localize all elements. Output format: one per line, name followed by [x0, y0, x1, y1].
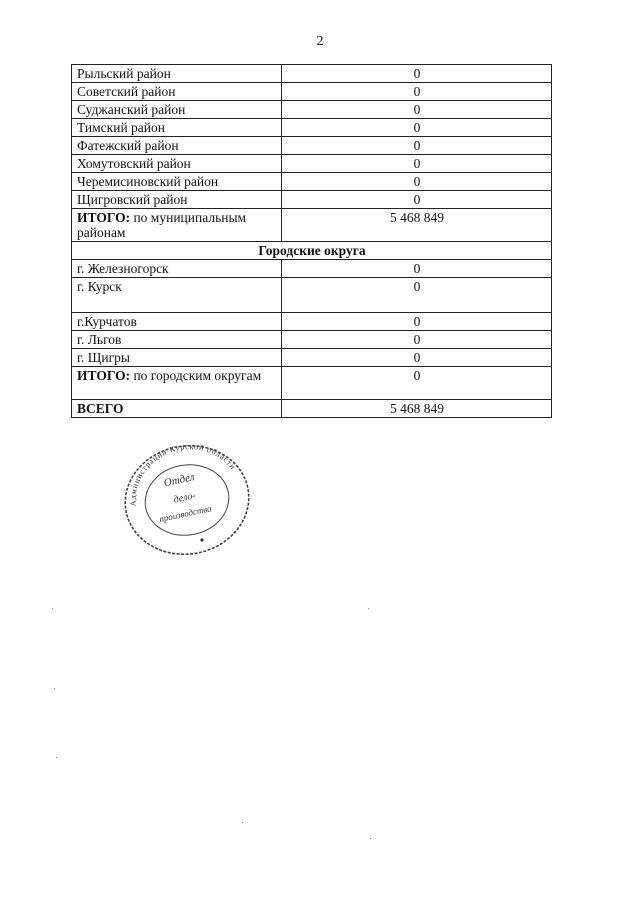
district-name: Фатежский район	[72, 137, 282, 155]
total-cities-value: 0	[282, 367, 552, 400]
city-name: г. Щигры	[72, 349, 282, 367]
scan-speck	[52, 608, 53, 609]
total-cities-label	[72, 367, 282, 400]
grand-total-label: ВСЕГО	[72, 400, 282, 418]
city-value: 0	[282, 349, 552, 367]
section-header: Городские округа	[72, 242, 552, 260]
total-label-rest: по муниципальным районам	[77, 210, 247, 240]
table-row	[72, 137, 552, 155]
stamp-line-3: производства	[158, 503, 213, 525]
stamp-ring-text: Администрации Курской области	[128, 442, 238, 507]
grand-total-value: 5 468 849	[282, 400, 552, 418]
table-row	[72, 349, 552, 367]
table-row	[72, 313, 552, 331]
total-label-bold: ИТОГО:	[77, 210, 131, 225]
scan-speck	[370, 838, 371, 839]
district-name: Рыльский район	[72, 65, 282, 83]
city-value: 0	[282, 313, 552, 331]
district-name: Суджанский район	[72, 101, 282, 119]
table-row	[72, 83, 552, 101]
district-value: 0	[282, 173, 552, 191]
district-value: 0	[282, 83, 552, 101]
total-label-bold: ИТОГО:	[77, 368, 131, 383]
grand-total-row	[72, 400, 552, 418]
city-value: 0	[282, 331, 552, 349]
stamp-line-2: дело-	[172, 490, 197, 506]
district-value: 0	[282, 137, 552, 155]
stamp-line-1: Отдел	[162, 471, 196, 490]
city-name: г. Железногорск	[72, 260, 282, 278]
district-name: Щигровский район	[72, 191, 282, 209]
city-name: г. Льгов	[72, 331, 282, 349]
total-districts-label	[72, 209, 282, 242]
table-row	[72, 331, 552, 349]
scan-speck	[54, 688, 55, 689]
district-name: Советский район	[72, 83, 282, 101]
table-row	[72, 173, 552, 191]
total-label-rest: по городским округам	[130, 368, 262, 383]
district-value: 0	[282, 65, 552, 83]
scan-speck	[368, 608, 369, 609]
table-row	[72, 278, 552, 313]
table-row	[72, 101, 552, 119]
section-header-row	[72, 242, 552, 260]
city-value: 0	[282, 260, 552, 278]
district-name: Хомутовский район	[72, 155, 282, 173]
district-name: Черемисиновский район	[72, 173, 282, 191]
official-stamp	[118, 440, 256, 560]
scan-speck	[56, 757, 57, 758]
budget-table	[71, 64, 552, 418]
page-number: 2	[316, 34, 324, 49]
table-row	[72, 119, 552, 137]
city-value: 0	[282, 278, 552, 313]
table-row	[72, 155, 552, 173]
table-row	[72, 65, 552, 83]
city-name: г.Курчатов	[72, 313, 282, 331]
district-value: 0	[282, 101, 552, 119]
district-value: 0	[282, 155, 552, 173]
city-name: г. Курск	[72, 278, 282, 313]
total-districts-value: 5 468 849	[282, 209, 552, 242]
table-row	[72, 260, 552, 278]
total-cities-row	[72, 367, 552, 400]
total-districts-row	[72, 209, 552, 242]
district-value: 0	[282, 119, 552, 137]
district-value: 0	[282, 191, 552, 209]
scan-speck	[242, 822, 243, 823]
district-name: Тимский район	[72, 119, 282, 137]
table-row	[72, 191, 552, 209]
